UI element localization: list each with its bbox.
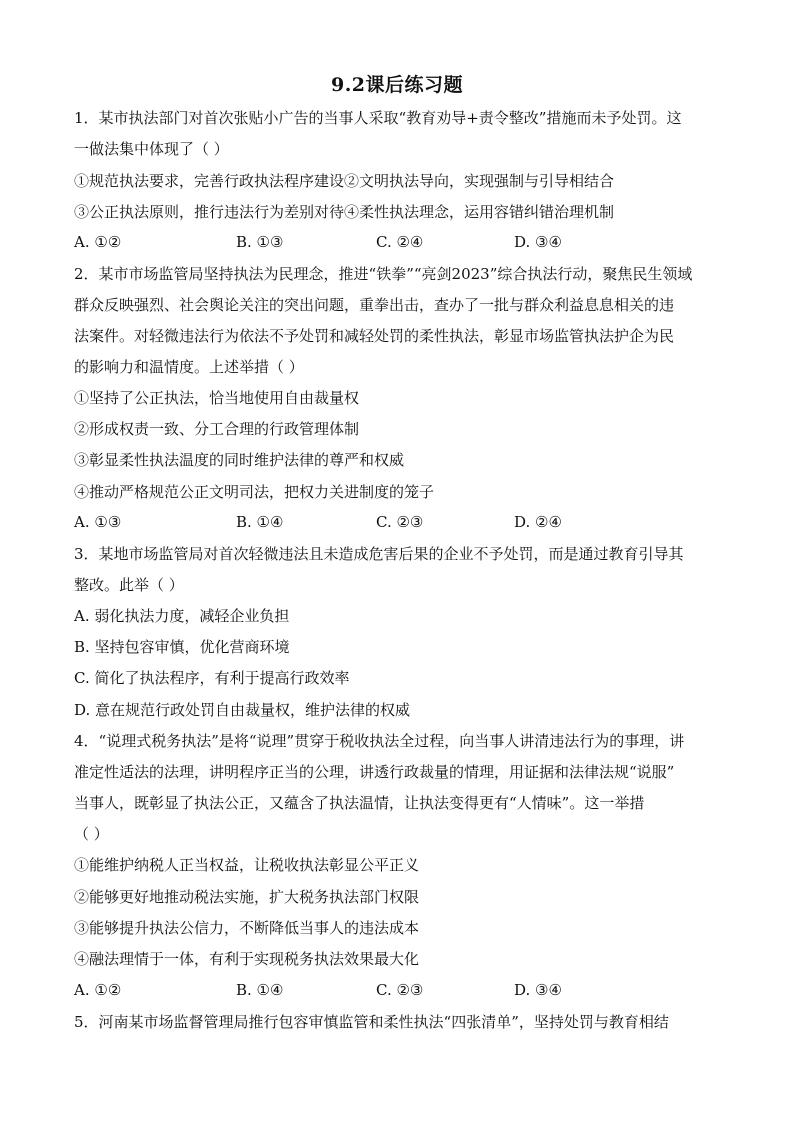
- q2-options: [74, 513, 724, 533]
- q1-statement-1-2: ①规范执法要求，完善行政执法程序建设②文明执法导向，实现强制与引导相结合: [74, 172, 615, 190]
- q4-stem-line-4: （ ）: [74, 825, 109, 843]
- q4-stem-line-2: 准定性适法的法理，讲明程序正当的公理，讲透行政裁量的情理，用证据和法律法规“说服”: [74, 763, 675, 781]
- q3-option-c: C. 简化了执法程序，有利于提高行政效率: [74, 669, 350, 687]
- q1-option-a: A. ①②: [74, 233, 122, 251]
- q3-option-a: A. 弱化执法力度，减轻企业负担: [74, 607, 290, 625]
- q4-stem-line-1: 4．“说理式税务执法”是将“说理”贯穿于税收执法全过程，向当事人讲清违法行为的事理，讲: [74, 732, 685, 750]
- q2-stem-line-3: 法案件。对轻微违法行为依法不予处罚和减轻处罚的柔性执法，彰显市场监管执法护企为民: [74, 327, 675, 345]
- q4-statement-2: ②能够更好地推动税法实施，扩大税务执法部门权限: [74, 888, 420, 906]
- q5-stem-line-1: 5．河南某市场监督管理局推行包容审慎监管和柔性执法“四张清单”，坚持处罚与教育相结: [74, 1013, 669, 1031]
- q1-option-b: B. ①③: [236, 233, 284, 251]
- q2-stem-line-1: 2．某市市场监管局坚持执法为民理念，推进“铁拳”“亮剑2023”综合执法行动，聚焦民生领域: [74, 265, 693, 283]
- q1-option-d: D. ③④: [514, 233, 562, 251]
- q1-statement-3-4: ③公正执法原则，推行违法行为差别对待④柔性执法理念，运用容错纠错治理机制: [74, 203, 615, 221]
- q2-statement-3: ③彰显柔性执法温度的同时维护法律的尊严和权威: [74, 451, 405, 469]
- q3-stem-line-2: 整改。此举（ ）: [74, 576, 184, 594]
- q2-option-c: C. ②③: [376, 513, 424, 531]
- q2-option-a: A. ①③: [74, 513, 122, 531]
- q4-options: [74, 981, 724, 1001]
- q4-option-c: C. ②③: [376, 981, 424, 999]
- q2-statement-4: ④推动严格规范公正文明司法，把权力关进制度的笼子: [74, 483, 435, 501]
- q4-stem-line-3: 当事人，既彰显了执法公正，又蕴含了执法温情，让执法变得更有“人情味”。这一举措: [74, 794, 645, 812]
- q2-stem-line-2: 群众反映强烈、社会舆论关注的突出问题，重拳出击，查办了一批与群众利益息息相关的违: [74, 296, 675, 314]
- q1-stem-line-1: 1．某市执法部门对首次张贴小广告的当事人采取“教育劝导+责令整改”措施而未予处罚。这: [74, 109, 682, 127]
- q3-stem-line-1: 3．某地市场监管局对首次轻微违法且未造成危害后果的企业不予处罚，而是通过教育引导其: [74, 545, 684, 563]
- q2-statement-1: ①坚持了公正执法，恰当地使用自由裁量权: [74, 389, 360, 407]
- q2-statement-2: ②形成权责一致、分工合理的行政管理体制: [74, 420, 360, 438]
- q1-stem-line-2: 一做法集中体现了（ ）: [74, 140, 229, 158]
- q2-option-b: B. ①④: [236, 513, 284, 531]
- q4-option-a: A. ①②: [74, 981, 122, 999]
- q1-options: [74, 233, 724, 253]
- q4-option-b: B. ①④: [236, 981, 284, 999]
- q4-statement-1: ①能维护纳税人正当权益，让税收执法彰显公平正义: [74, 856, 420, 874]
- q1-option-c: C. ②④: [376, 233, 424, 251]
- q3-option-d: D. 意在规范行政处罚自由裁量权，维护法律的权威: [74, 701, 411, 719]
- q2-option-d: D. ②④: [514, 513, 562, 531]
- q4-statement-3: ③能够提升执法公信力，不断降低当事人的违法成本: [74, 919, 420, 937]
- q2-stem-line-4: 的影响力和温情度。上述举措（ ）: [74, 358, 304, 376]
- q4-option-d: D. ③④: [514, 981, 562, 999]
- q4-statement-4: ④融法理情于一体，有利于实现税务执法效果最大化: [74, 950, 420, 968]
- page-title: 9.2课后练习题: [330, 74, 464, 96]
- q3-option-b: B. 坚持包容审慎，优化营商环境: [74, 638, 290, 656]
